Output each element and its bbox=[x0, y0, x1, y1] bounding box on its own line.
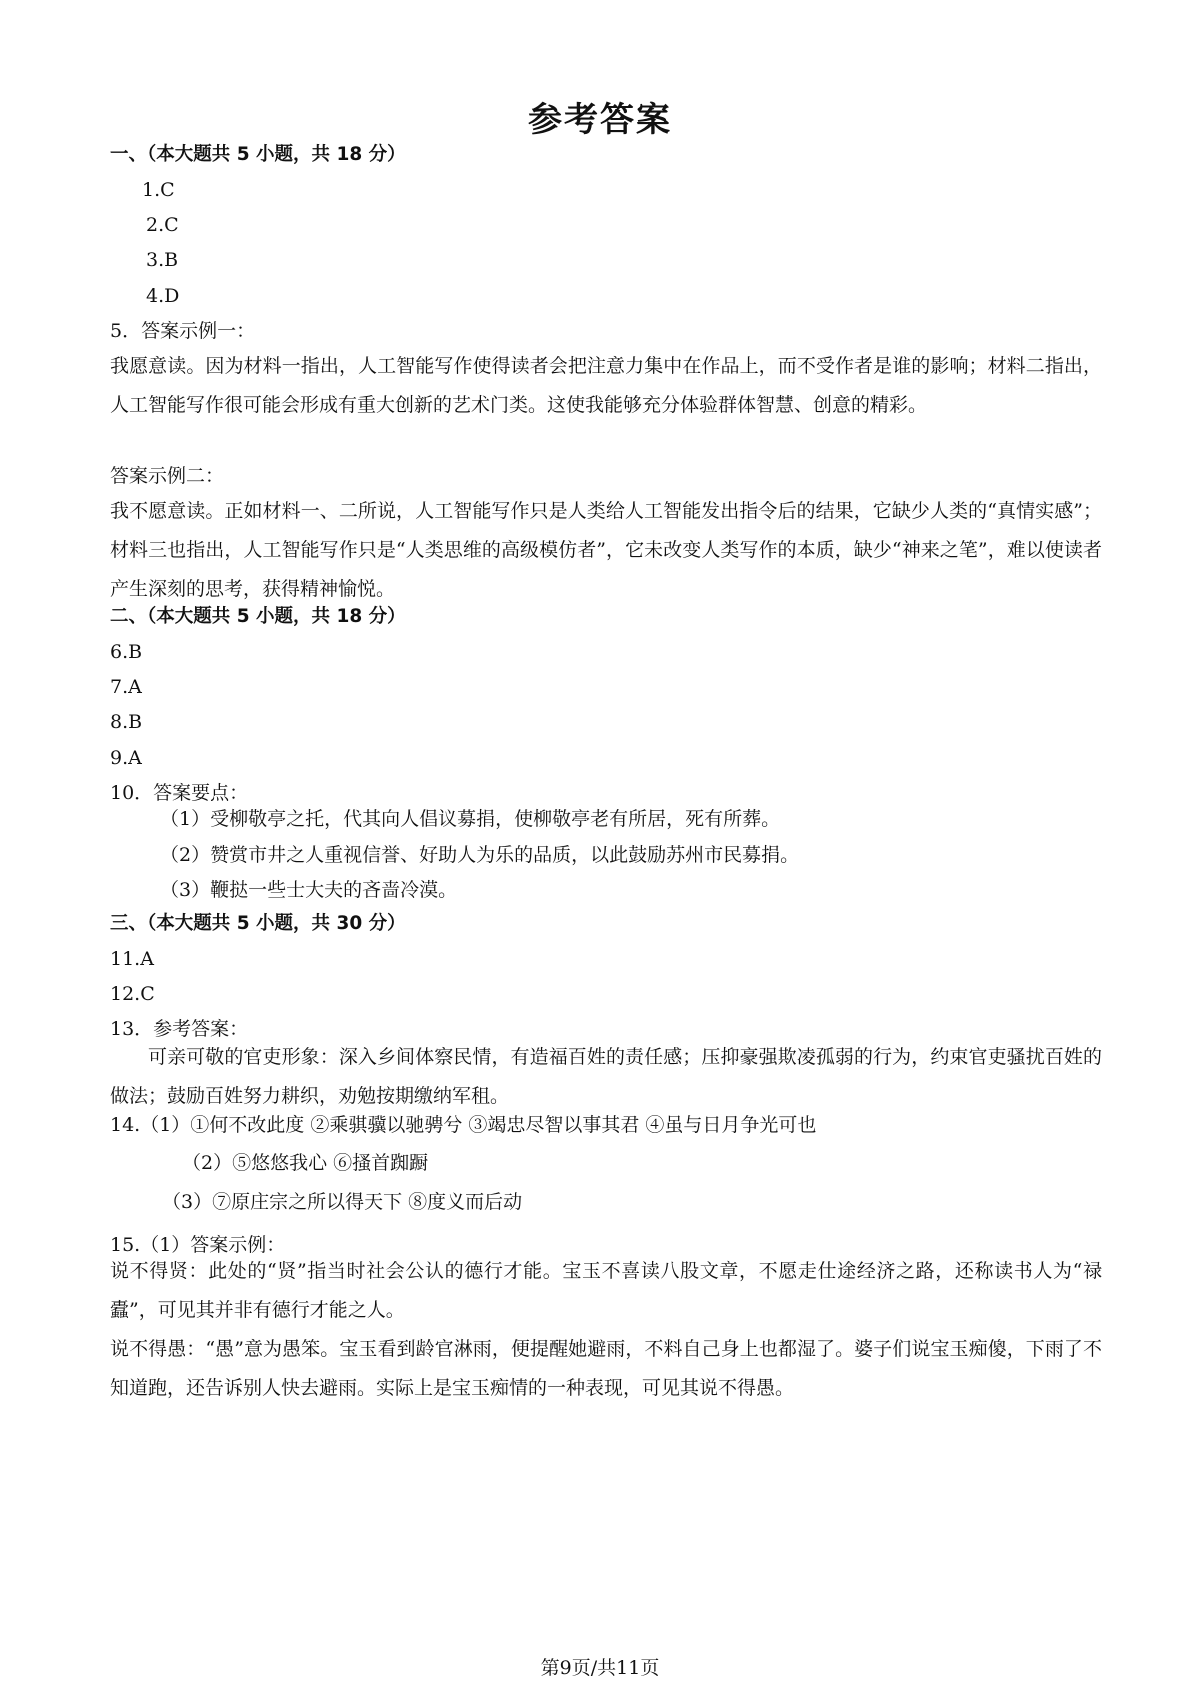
answer-1: 1.C bbox=[142, 179, 175, 201]
answer-7: 7.A bbox=[110, 676, 142, 698]
q10-point-1: （1）受柳敬亭之托，代其向人倡议募捐，使柳敬亭老有所居，死有所葬。 bbox=[160, 808, 781, 830]
answer-4: 4.D bbox=[146, 285, 180, 307]
q10-label: 10．答案要点： bbox=[110, 782, 249, 804]
q5-example2-label: 答案示例二： bbox=[110, 465, 225, 487]
q13-text: 可亲可敬的官吏形象：深入乡间体察民情，有造福百姓的责任感；压抑豪强欺凌孤弱的行为，约束官吏骚扰百姓的做法；鼓励百姓努力耕织，劝勉按期缴纳军租。 bbox=[110, 1046, 1102, 1107]
q5-example1: 我愿意读。因为材料一指出，人工智能写作使得读者会把注意力集中在作品上，而不受作者是谁的影响；材料二指出，人工智能写作很可能会形成有重大创新的艺术门类。这使我能够充分体验群体智慧、创意的精彩。 bbox=[110, 355, 1102, 416]
answer-3: 3.B bbox=[146, 249, 179, 271]
q10-point-2: （2）赞赏市井之人重视信誉、好助人为乐的品质，以此鼓励苏州市民募捐。 bbox=[160, 844, 800, 866]
page-title: 参考答案 bbox=[528, 100, 672, 140]
answer-11: 11.A bbox=[110, 948, 154, 970]
q10-point-3: （3）鞭挞一些士大夫的吝啬冷漠。 bbox=[160, 879, 458, 901]
q15-para2: 说不得愚：“愚”意为愚笨。宝玉看到龄官淋雨，便提醒她避雨，不料自己身上也都湿了。婆子们说宝玉痴傻，下雨了不知道跑，还告诉别人快去避雨。实际上是宝玉痴情的一种表现，可见其说不得愚。 bbox=[110, 1338, 1102, 1399]
answer-9: 9.A bbox=[110, 747, 142, 769]
page-number: 第9页/共11页 bbox=[540, 1657, 660, 1679]
section2-heading: 二、（本大题共 5 小题，共 18 分） bbox=[110, 606, 406, 627]
q14-line-1: 14.（1）①何不改此度 ②乘骐骥以驰骋兮 ③竭忠尽智以事其君 ④虽与日月争光可也 bbox=[110, 1114, 817, 1136]
section1-heading: 一、（本大题共 5 小题，共 18 分） bbox=[110, 144, 406, 165]
answer-12: 12.C bbox=[110, 983, 155, 1005]
q15-para1: 说不得贤：此处的“贤”指当时社会公认的德行才能。宝玉不喜读八股文章，不愿走仕途经济之路，还称读书人为“禄蠹”，可见其并非有德行才能之人。 bbox=[110, 1260, 1102, 1321]
q13-label: 13．参考答案： bbox=[110, 1018, 249, 1040]
q15-label: 15.（1）答案示例： bbox=[110, 1234, 286, 1256]
section3-heading: 三、（本大题共 5 小题，共 30 分） bbox=[110, 913, 406, 934]
answer-6: 6.B bbox=[110, 641, 143, 663]
q14-line-3: （3）⑦原庄宗之所以得天下 ⑧度义而后动 bbox=[162, 1191, 523, 1213]
answer-8: 8.B bbox=[110, 711, 143, 733]
answer-2: 2.C bbox=[146, 214, 179, 236]
q14-line-2: （2）⑤悠悠我心 ⑥搔首踟蹰 bbox=[182, 1152, 429, 1174]
q5-label: 5．答案示例一： bbox=[110, 320, 256, 342]
q5-example2: 我不愿意读。正如材料一、二所说，人工智能写作只是人类给人工智能发出指令后的结果，它缺少人类的“真情实感”；材料三也指出，人工智能写作只是“人类思维的高级模仿者”，它未改变人类写作的本质，缺少“神来之笔”，难以使读者产生深刻的思考，获得精神愉悦。 bbox=[110, 500, 1102, 600]
